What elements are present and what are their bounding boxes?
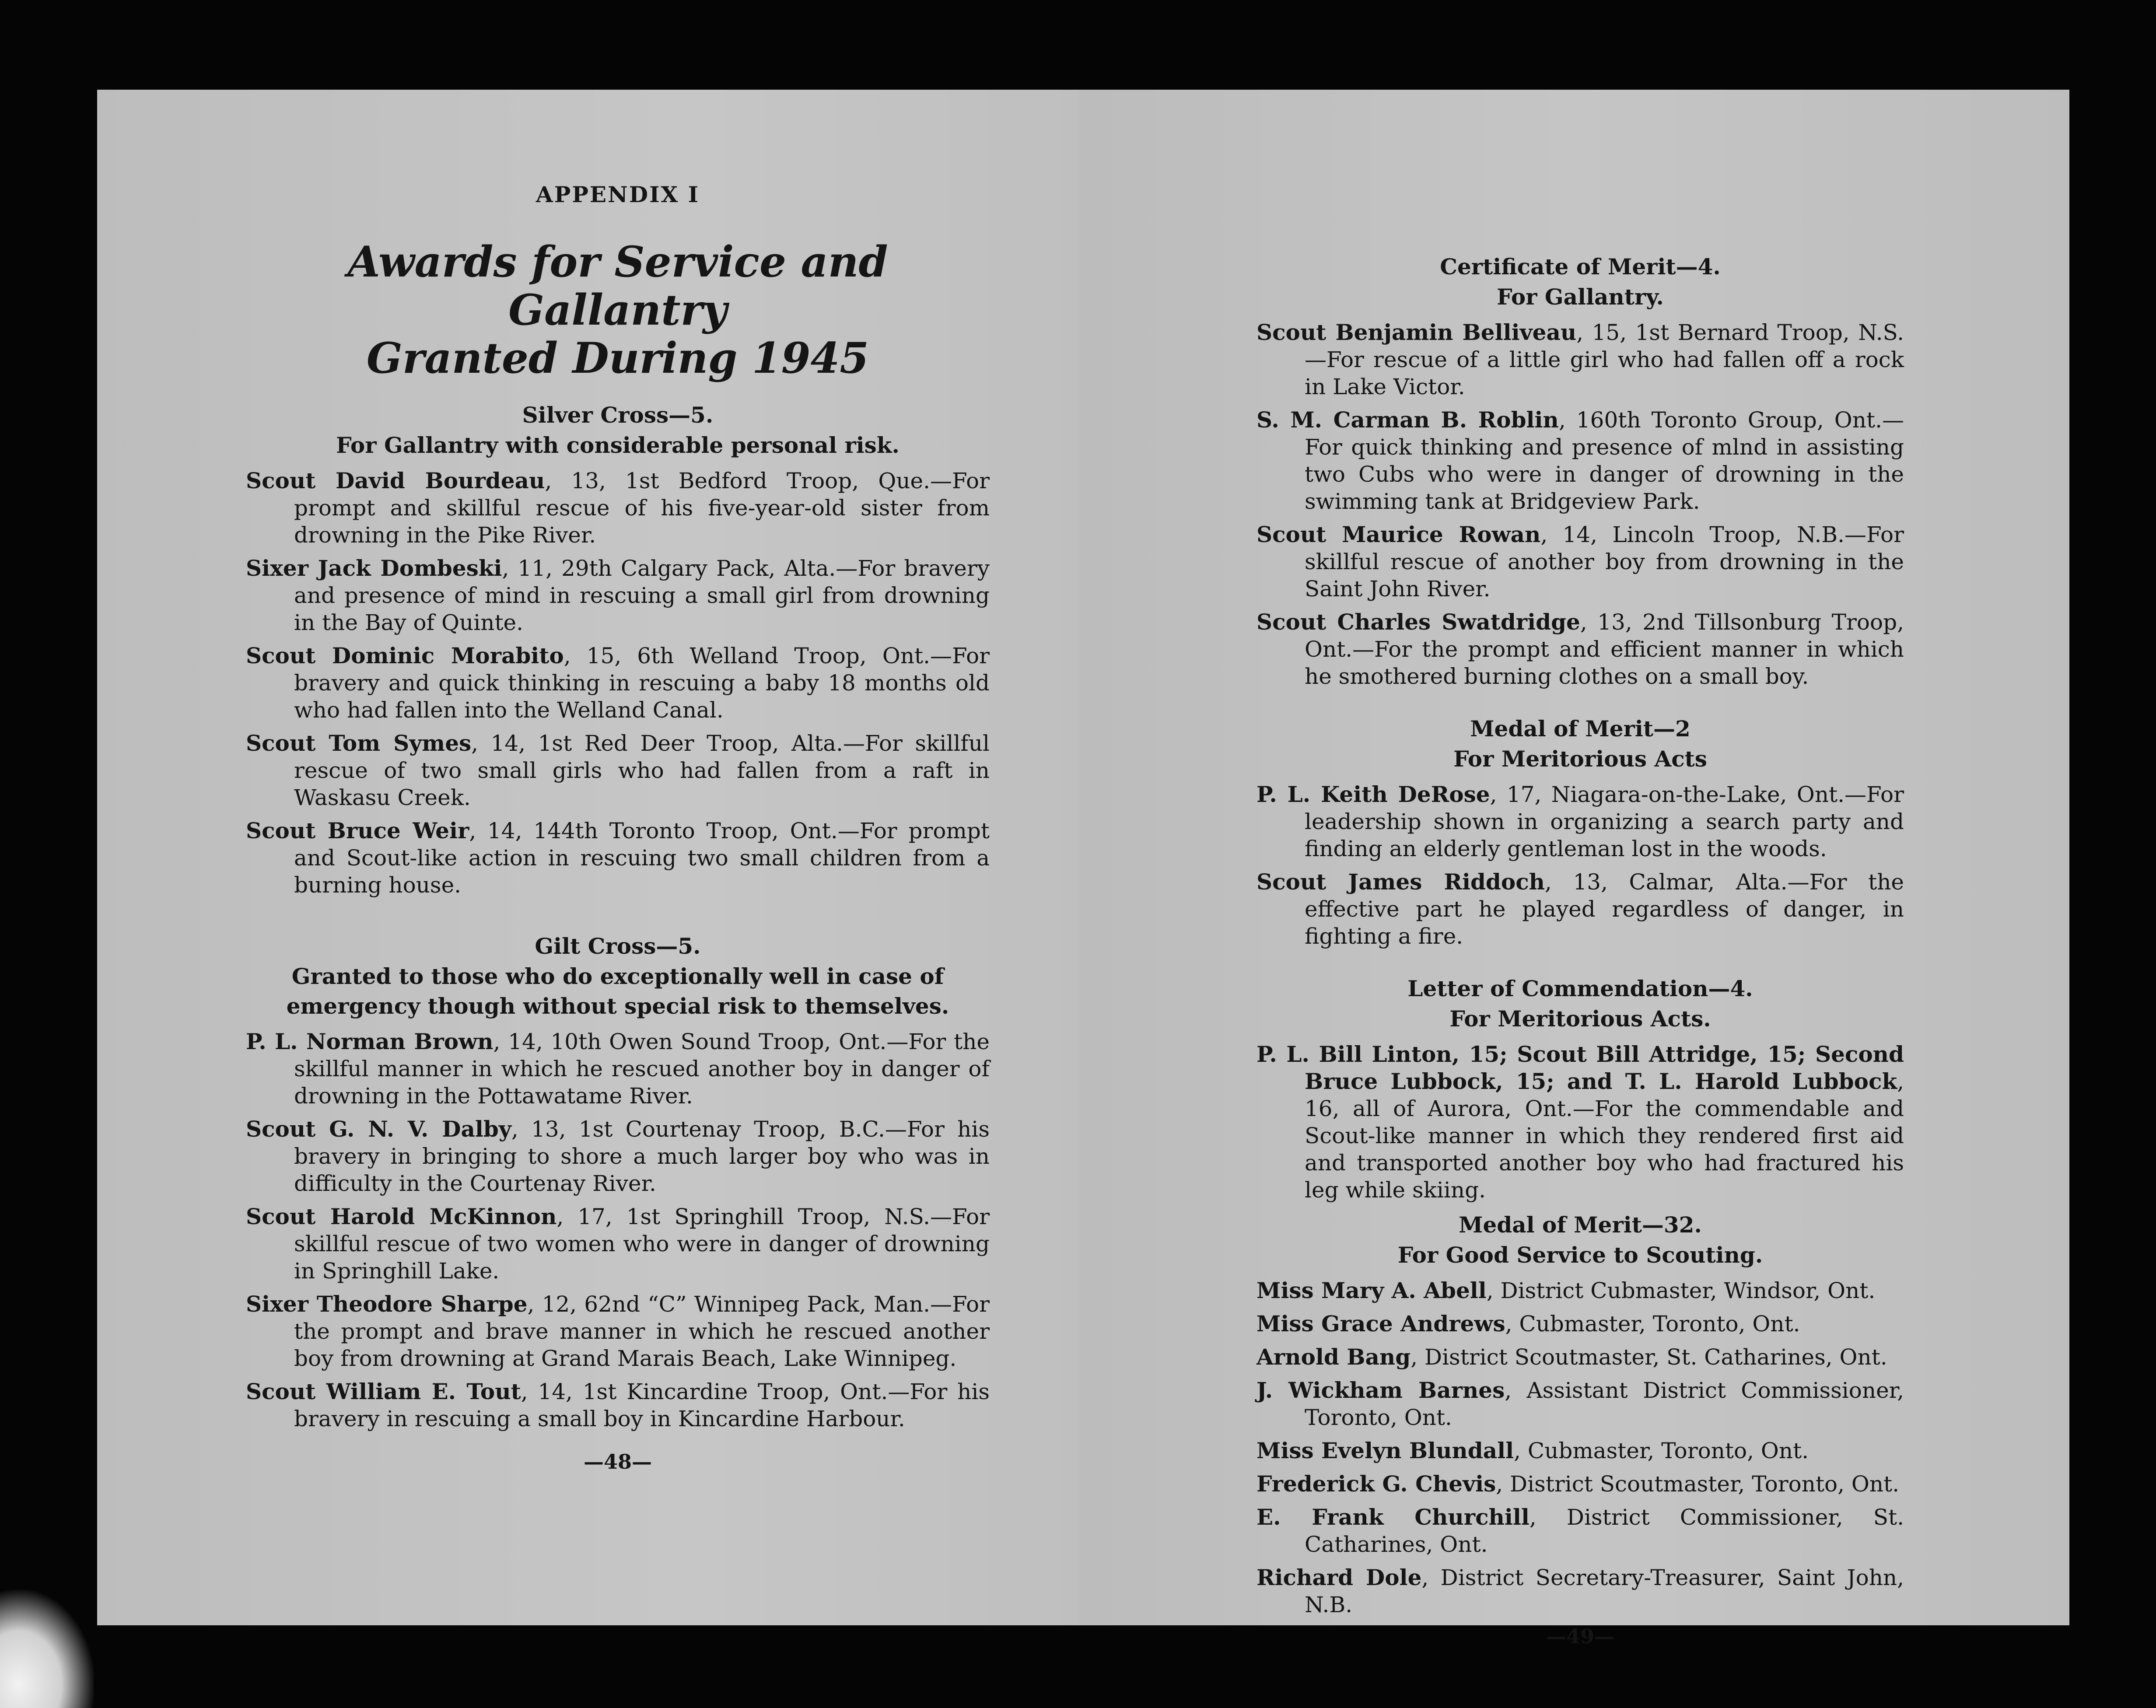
award-citation: , 14, 1st Kincardine Troop, Ont.—For his bravery in rescuing a small boy in Kincardine Harbour. xyxy=(294,1379,990,1432)
recipient-name: Miss Mary A. Abell xyxy=(1256,1278,1487,1303)
award-citation: , 16, all of Aurora, Ont.—For the commendable and Scout-like manner in which they rendered first aid and transported another boy who had fractured his leg while skiing. xyxy=(1305,1069,1904,1203)
right-page xyxy=(1079,90,2069,1648)
award-citation: , 15, 6th Welland Troop, Ont.—For bravery and quick thinking in rescuing a baby 18 months old who had fallen into the Welland Canal. xyxy=(294,643,990,723)
certificate-heading: Certificate of Merit—4. xyxy=(1440,254,1721,280)
award-citation: , District Commissioner, St. Catharines, Ont. xyxy=(1305,1505,1904,1557)
recipient-name: J. Wickham Barnes xyxy=(1256,1377,1505,1403)
recipient-name: S. M. Carman B. Roblin xyxy=(1256,407,1559,433)
award-entry xyxy=(1256,868,1904,950)
award-entry xyxy=(1256,1344,1904,1371)
award-entry xyxy=(1256,1470,1904,1498)
recipient-name: Scout William E. Tout xyxy=(246,1379,521,1404)
recipient-name: Frederick G. Chevis xyxy=(1256,1471,1496,1497)
award-citation: , 12, 62nd “C” Winnipeg Pack, Man.—For the prompt and brave manner in which he rescued another boy from drowning at Grand Marais Beach, Lake Winnipeg. xyxy=(294,1292,990,1371)
letter-heading: Letter of Commendation—4. xyxy=(1407,976,1753,1001)
award-entry xyxy=(246,1116,990,1197)
award-entry xyxy=(1256,1437,1904,1464)
award-entry xyxy=(246,730,990,811)
award-entry xyxy=(1256,781,1904,862)
recipient-name: P. L. Keith DeRose xyxy=(1256,781,1490,807)
page-number: —48— xyxy=(583,1450,652,1474)
recipient-name: Scout G. N. V. Dalby xyxy=(246,1116,511,1142)
award-entry xyxy=(1256,1310,1904,1337)
award-citation: , 14, 10th Owen Sound Troop, Ont.—For the skillful manner in which he rescued another boy in danger of drowning in the Pottawatame River. xyxy=(294,1029,990,1109)
medal-service-subheading: For Good Service to Scouting. xyxy=(1397,1242,1763,1268)
recipient-name: P. L. Bill Linton, 15; Scout Bill Attridge, 15; Second Bruce Lubbock, 15; and T. L. Harold Lubbock xyxy=(1256,1041,1904,1094)
award-citation: , 13, 2nd Tillsonburg Troop, Ont.—For the prompt and efficient manner in which he smothered burning clothes on a small boy. xyxy=(1305,609,1904,689)
award-citation: , District Cubmaster, Windsor, Ont. xyxy=(1486,1278,1876,1303)
award-entry xyxy=(246,1028,990,1110)
award-citation: , 14, 144th Toronto Troop, Ont.—For prompt and Scout-like action in rescuing two small children from a burning house. xyxy=(294,818,990,898)
award-entry xyxy=(1256,521,1904,602)
medal-meritorious-heading: Medal of Merit—2 xyxy=(1470,716,1690,742)
award-entry xyxy=(1256,1377,1904,1431)
award-entry xyxy=(246,642,990,724)
award-entry xyxy=(246,817,990,899)
recipient-name: Sixer Jack Dombeski xyxy=(246,555,502,581)
award-citation: , Cubmaster, Toronto, Ont. xyxy=(1514,1438,1809,1463)
award-citation: , 17, 1st Springhill Troop, N.S.—For skillful rescue of two women who were in danger of drowning in Springhill Lake. xyxy=(294,1204,990,1284)
recipient-name: Scout Charles Swatdridge xyxy=(1256,609,1580,635)
recipient-name: Miss Grace Andrews xyxy=(1256,1311,1505,1337)
recipient-name: Scout Bruce Weir xyxy=(246,818,469,844)
certificate-subheading: For Gallantry. xyxy=(1497,284,1664,310)
recipient-name: Miss Evelyn Blundall xyxy=(1256,1438,1514,1463)
award-entry xyxy=(1256,1041,1904,1204)
award-entry xyxy=(246,1203,990,1284)
award-citation: , 11, 29th Calgary Pack, Alta.—For bravery and presence of mind in rescuing a small girl from drowning in the Bay of Quinte. xyxy=(294,556,990,635)
recipient-name: Scout Benjamin Belliveau xyxy=(1256,319,1577,345)
award-citation: , 13, 1st Courtenay Troop, B.C.—For his bravery in bringing to shore a much larger boy who was in difficulty in the Courtenay River. xyxy=(294,1116,990,1196)
award-entry xyxy=(246,467,990,549)
left-column xyxy=(246,90,990,1474)
recipient-name: Arnold Bang xyxy=(1256,1344,1411,1370)
recipient-name: Scout David Bourdeau xyxy=(246,468,545,494)
page-title xyxy=(246,238,990,382)
award-citation: , District Scoutmaster, St. Catharines, Ont. xyxy=(1410,1344,1887,1370)
title-line-2: Granted During 1945 xyxy=(366,333,869,383)
letter-subheading: For Meritorious Acts. xyxy=(1449,1006,1711,1032)
medal-meritorious-subheading: For Meritorious Acts xyxy=(1453,746,1707,772)
award-citation: , District Scoutmaster, Toronto, Ont. xyxy=(1496,1471,1900,1497)
medal-service-heading: Medal of Merit—32. xyxy=(1459,1212,1702,1238)
award-citation: , Assistant District Commissioner, Toronto, Ont. xyxy=(1305,1378,1904,1430)
award-entry xyxy=(246,555,990,636)
award-citation: , Cubmaster, Toronto, Ont. xyxy=(1505,1311,1800,1337)
award-entry xyxy=(1256,1504,1904,1558)
gilt-cross-heading: Gilt Cross—5. xyxy=(535,933,701,959)
award-citation: , 160th Toronto Group, Ont.—For quick thinking and presence of mlnd in assisting two Cubs who were in danger of drowning in the swimming tank at Bridgeview Park. xyxy=(1305,407,1904,514)
award-entry xyxy=(1256,609,1904,690)
award-entry xyxy=(246,1378,990,1432)
silver-cross-subheading: For Gallantry with considerable personal risk. xyxy=(336,432,900,458)
recipient-name: Scout Maurice Rowan xyxy=(1256,522,1541,547)
award-entry xyxy=(1256,1564,1904,1618)
award-citation: , 14, 1st Red Deer Troop, Alta.—For skillful rescue of two small girls who had fallen from a raft in Waskasu Creek. xyxy=(294,731,990,810)
page-number: —49— xyxy=(1546,1624,1614,1648)
left-page xyxy=(97,90,1079,1625)
gilt-cross-subheading: Granted to those who do exceptionally well in case of emergency though without special risk to themselves. xyxy=(286,963,949,1019)
scan-artifact xyxy=(0,1590,94,1708)
recipient-name: Scout Dominic Morabito xyxy=(246,643,564,668)
award-entry xyxy=(1256,319,1904,400)
recipient-name: P. L. Norman Brown xyxy=(246,1029,494,1054)
award-entry xyxy=(246,1291,990,1372)
recipient-name: E. Frank Churchill xyxy=(1256,1504,1530,1530)
award-entry xyxy=(1256,406,1904,515)
recipient-name: Richard Dole xyxy=(1256,1564,1422,1590)
award-citation: , 17, Niagara-on-the-Lake, Ont.—For leadership shown in organizing a search party and finding an elderly gentleman lost in the woods. xyxy=(1305,782,1904,861)
recipient-name: Scout Tom Symes xyxy=(246,730,472,756)
award-citation: , 13, 1st Bedford Troop, Que.—For prompt and skillful rescue of his five-year-old sister from drowning in the Pike River. xyxy=(294,468,990,548)
award-citation: , 15, 1st Bernard Troop, N.S.—For rescue of a little girl who had fallen off a rock in Lake Victor. xyxy=(1305,320,1904,399)
award-citation: , 13, Calmar, Alta.—For the effective part he played regardless of danger, in fighting a fire. xyxy=(1305,869,1904,949)
recipient-name: Sixer Theodore Sharpe xyxy=(246,1291,528,1317)
appendix-heading: APPENDIX I xyxy=(536,182,700,207)
right-column xyxy=(1256,252,1904,1648)
award-entry xyxy=(1256,1277,1904,1304)
award-citation: , 14, Lincoln Troop, N.B.—For skillful rescue of another boy from drowning in the Saint John River. xyxy=(1305,522,1904,602)
recipient-name: Scout James Riddoch xyxy=(1256,869,1545,895)
recipient-name: Scout Harold McKinnon xyxy=(246,1204,557,1229)
silver-cross-heading: Silver Cross—5. xyxy=(522,402,714,428)
title-line-1: Awards for Service and Gallantry xyxy=(347,237,888,335)
award-citation: , District Secretary-Treasurer, Saint John, N.B. xyxy=(1305,1565,1904,1617)
